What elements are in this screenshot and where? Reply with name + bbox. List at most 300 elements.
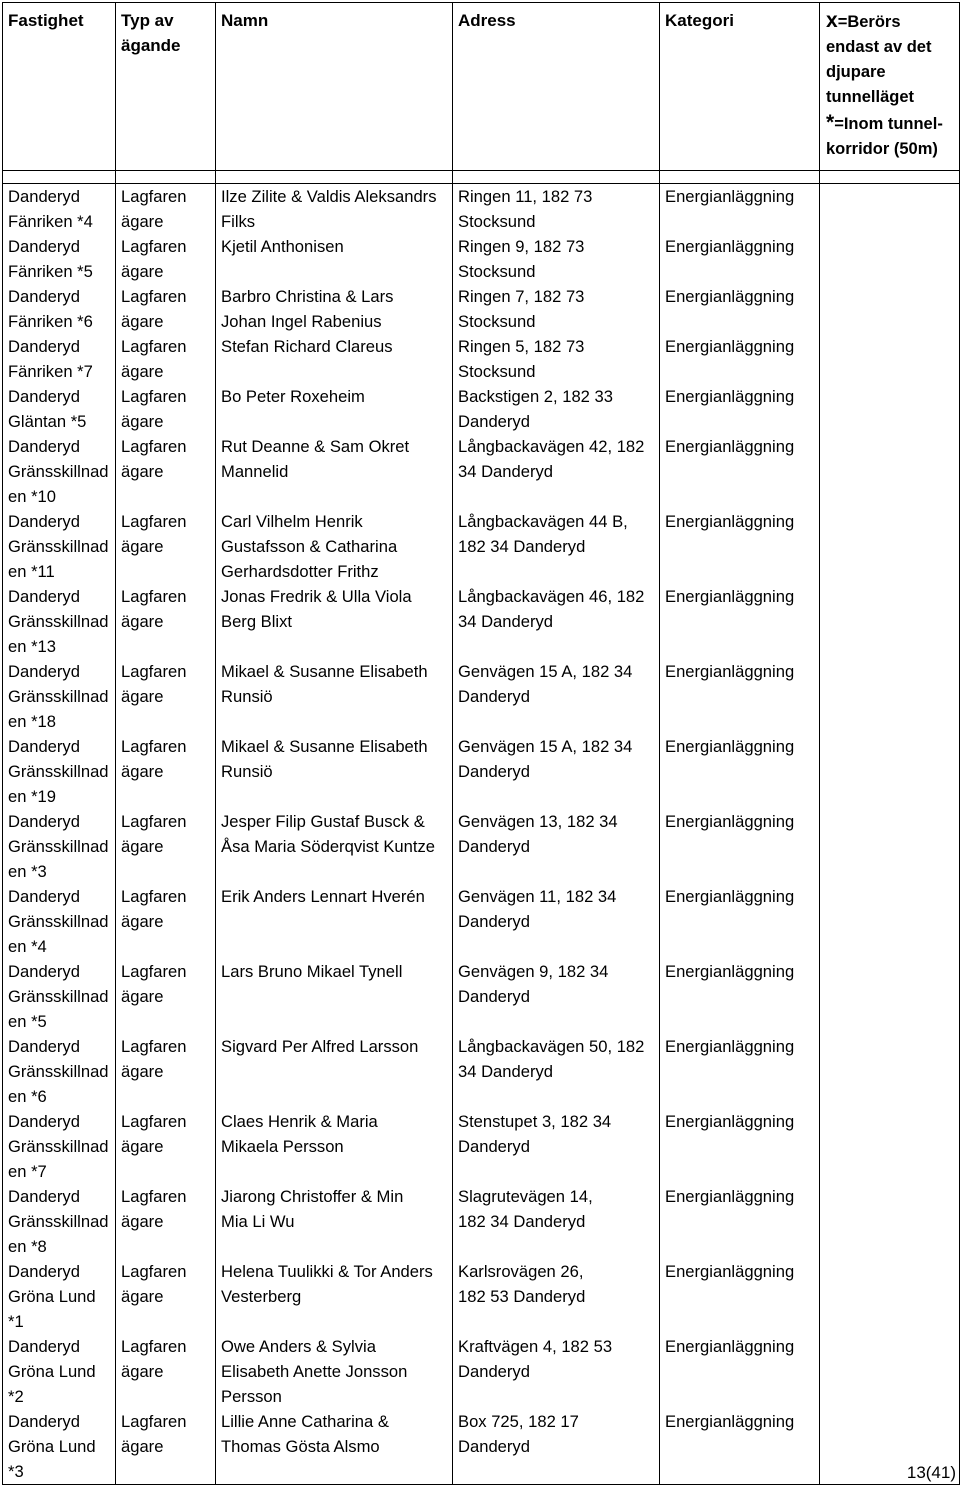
cell-typ — [116, 659, 216, 734]
cell-berors — [820, 284, 960, 334]
cell-namn-line: Lillie Anne Catharina & — [221, 1412, 389, 1431]
cell-namn — [216, 1334, 453, 1409]
cell-adress-line: 34 Danderyd — [458, 612, 554, 631]
cell-adress — [453, 334, 660, 384]
cell-typ-line: ägare — [121, 412, 164, 431]
cell-typ — [116, 1409, 216, 1485]
table-row — [3, 809, 960, 884]
cell-typ — [116, 809, 216, 884]
cell-namn-line: Vesterberg — [221, 1287, 302, 1306]
cell-berors — [820, 1259, 960, 1334]
cell-fastighet — [3, 1184, 116, 1259]
cell-namn-line: Jonas Fredrik & Ulla Viola — [221, 587, 412, 606]
cell-namn-line: Gerhardsdotter Frithz — [221, 562, 379, 581]
cell-namn-line: Gustafsson & Catharina — [221, 537, 398, 556]
cell-namn-line: Johan Ingel Rabenius — [221, 312, 382, 331]
cell-adress-line: Stocksund — [458, 212, 536, 231]
cell-adress-line: Genvägen 11, 182 34 — [458, 887, 617, 906]
cell-fastighet-line: Fänriken *6 — [8, 312, 93, 331]
cell-fastighet-line: Gränsskillnad — [8, 762, 109, 781]
cell-typ — [116, 884, 216, 959]
cell-adress-line: Backstigen 2, 182 33 — [458, 387, 613, 406]
table-row — [3, 234, 960, 284]
cell-typ — [116, 234, 216, 284]
cell-fastighet — [3, 734, 116, 809]
cell-typ-line: ägare — [121, 912, 164, 931]
cell-namn-line: Ilze Zilite & Valdis Aleksandrs — [221, 187, 437, 206]
cell-typ-line: ägare — [121, 537, 164, 556]
cell-typ-line: Lagfaren — [121, 1412, 187, 1431]
cell-namn — [216, 509, 453, 584]
table-row — [3, 584, 960, 659]
cell-namn — [216, 1184, 453, 1259]
cell-kategori: Energianläggning — [660, 284, 820, 334]
legend-line2: av det djupare — [826, 38, 932, 81]
table-row — [3, 434, 960, 509]
table-row — [3, 509, 960, 584]
cell-adress-line: Långbackavägen 46, 182 — [458, 587, 645, 606]
cell-typ-line: Lagfaren — [121, 512, 187, 531]
cell-adress-line: Kraftvägen 4, 182 53 — [458, 1337, 613, 1356]
cell-fastighet-line: Gränsskillnad — [8, 687, 109, 706]
table-row — [3, 184, 960, 235]
cell-adress-line: Långbackavägen 44 B, — [458, 512, 628, 531]
cell-fastighet-line: Gränsskillnad — [8, 1212, 109, 1231]
cell-fastighet-line: en *13 — [8, 637, 56, 656]
cell-adress-line: Danderyd — [458, 687, 530, 706]
cell-adress-line: Genvägen 9, 182 34 — [458, 962, 609, 981]
cell-typ — [116, 509, 216, 584]
header-spacer-row — [3, 171, 960, 184]
cell-namn-line: Runsiö — [221, 687, 273, 706]
cell-fastighet-line: en *18 — [8, 712, 56, 731]
table-row — [3, 1334, 960, 1409]
cell-typ-line: Lagfaren — [121, 1262, 187, 1281]
cell-typ — [116, 284, 216, 334]
cell-adress-line: Ringen 9, 182 73 — [458, 237, 585, 256]
cell-fastighet — [3, 959, 116, 1034]
cell-namn-line: Carl Vilhelm Henrik — [221, 512, 363, 531]
cell-typ-line: Lagfaren — [121, 237, 187, 256]
cell-adress-line: Stocksund — [458, 362, 536, 381]
cell-fastighet-line: Danderyd — [8, 587, 80, 606]
cell-berors — [820, 659, 960, 734]
cell-kategori: Energianläggning — [660, 734, 820, 809]
cell-fastighet-line: Danderyd — [8, 287, 80, 306]
cell-fastighet — [3, 809, 116, 884]
cell-typ — [116, 734, 216, 809]
cell-namn — [216, 1409, 453, 1485]
cell-namn-line: Thomas Gösta Alsmo — [221, 1437, 380, 1456]
cell-typ-line: Lagfaren — [121, 1112, 187, 1131]
cell-namn — [216, 584, 453, 659]
cell-namn-line: Filks — [221, 212, 256, 231]
cell-typ-line: ägare — [121, 362, 164, 381]
cell-fastighet — [3, 884, 116, 959]
cell-typ-line: ägare — [121, 212, 164, 231]
cell-fastighet-line: Danderyd — [8, 887, 80, 906]
cell-fastighet — [3, 1034, 116, 1109]
cell-adress-line: Genvägen 15 A, 182 34 — [458, 662, 633, 681]
cell-kategori: Energianläggning — [660, 509, 820, 584]
cell-kategori: Energianläggning — [660, 884, 820, 959]
cell-fastighet-line: Danderyd — [8, 812, 80, 831]
cell-namn-line: Kjetil Anthonisen — [221, 237, 344, 256]
cell-typ-line: ägare — [121, 837, 164, 856]
cell-fastighet-line: Danderyd — [8, 187, 80, 206]
cell-adress — [453, 809, 660, 884]
cell-berors — [820, 884, 960, 959]
page-number: 13(41) — [906, 1463, 956, 1482]
cell-adress-line: Danderyd — [458, 912, 530, 931]
cell-adress — [453, 584, 660, 659]
cell-namn-line: Jiarong Christoffer & Min — [221, 1187, 404, 1206]
table-row — [3, 734, 960, 809]
cell-fastighet-line: Danderyd — [8, 1262, 80, 1281]
cell-typ-line: ägare — [121, 1062, 164, 1081]
legend-line3: tunnelläget — [826, 88, 915, 106]
cell-namn — [216, 334, 453, 384]
cell-fastighet-line: *1 — [8, 1312, 24, 1331]
cell-namn-line: Bo Peter Roxeheim — [221, 387, 365, 406]
cell-fastighet-line: Gröna Lund — [8, 1362, 96, 1381]
cell-adress — [453, 884, 660, 959]
cell-typ-line: Lagfaren — [121, 387, 187, 406]
cell-adress-line: 182 34 Danderyd — [458, 1212, 586, 1231]
cell-fastighet — [3, 284, 116, 334]
cell-typ — [116, 584, 216, 659]
header-typ-line1: Typ av — [121, 11, 174, 30]
cell-fastighet-line: Gränsskillnad — [8, 462, 109, 481]
cell-namn-line: Rut Deanne & Sam Okret — [221, 437, 410, 456]
cell-kategori: Energianläggning — [660, 584, 820, 659]
property-owner-table — [2, 2, 960, 1485]
legend-star-symbol: * — [826, 111, 835, 134]
cell-adress — [453, 384, 660, 434]
cell-typ-line: ägare — [121, 987, 164, 1006]
table-row — [3, 1259, 960, 1334]
cell-fastighet — [3, 1259, 116, 1334]
cell-fastighet-line: Gläntan *5 — [8, 412, 87, 431]
table-row — [3, 1184, 960, 1259]
cell-kategori: Energianläggning — [660, 809, 820, 884]
cell-fastighet-line: Fänriken *7 — [8, 362, 93, 381]
cell-fastighet-line: en *4 — [8, 937, 47, 956]
cell-fastighet-line: en *6 — [8, 1087, 47, 1106]
cell-kategori: Energianläggning — [660, 234, 820, 284]
table-body — [3, 184, 960, 1485]
cell-typ-line: Lagfaren — [121, 1337, 187, 1356]
cell-berors — [820, 384, 960, 434]
cell-namn — [216, 809, 453, 884]
cell-namn — [216, 1109, 453, 1184]
cell-fastighet — [3, 1109, 116, 1184]
cell-namn-line: Lars Bruno Mikael Tynell — [221, 962, 403, 981]
cell-fastighet-line: *2 — [8, 1387, 24, 1406]
cell-namn-line: Elisabeth Anette Jonsson — [221, 1362, 408, 1381]
legend-x-text: =Berörs endast — [826, 13, 901, 56]
cell-namn — [216, 1259, 453, 1334]
cell-typ-line: Lagfaren — [121, 1037, 187, 1056]
cell-fastighet — [3, 584, 116, 659]
cell-fastighet — [3, 234, 116, 284]
cell-kategori: Energianläggning — [660, 184, 820, 235]
cell-namn — [216, 284, 453, 334]
cell-fastighet — [3, 1334, 116, 1409]
cell-berors — [820, 509, 960, 584]
cell-typ-line: ägare — [121, 1287, 164, 1306]
cell-typ-line: Lagfaren — [121, 662, 187, 681]
cell-typ — [116, 1034, 216, 1109]
cell-adress-line: Långbackavägen 50, 182 — [458, 1037, 645, 1056]
legend-star-text: =Inom tunnel- — [834, 115, 943, 133]
cell-namn-line: Mikael & Susanne Elisabeth — [221, 737, 428, 756]
cell-fastighet-line: Danderyd — [8, 387, 80, 406]
cell-namn-line: Barbro Christina & Lars — [221, 287, 394, 306]
cell-adress — [453, 1109, 660, 1184]
cell-typ-line: Lagfaren — [121, 187, 187, 206]
cell-fastighet-line: Danderyd — [8, 1412, 80, 1431]
cell-fastighet-line: Danderyd — [8, 737, 80, 756]
cell-berors — [820, 1034, 960, 1109]
cell-adress-line: Ringen 7, 182 73 — [458, 287, 585, 306]
table-row — [3, 384, 960, 434]
cell-berors — [820, 434, 960, 509]
header-adress: Adress — [453, 3, 660, 171]
cell-berors — [820, 959, 960, 1034]
cell-namn — [216, 659, 453, 734]
cell-namn-line: Owe Anders & Sylvia — [221, 1337, 376, 1356]
cell-namn — [216, 184, 453, 235]
cell-adress-line: Danderyd — [458, 1137, 530, 1156]
cell-adress-line: Danderyd — [458, 762, 530, 781]
cell-adress — [453, 1334, 660, 1409]
cell-namn — [216, 384, 453, 434]
cell-kategori: Energianläggning — [660, 1184, 820, 1259]
cell-adress-line: Långbackavägen 42, 182 — [458, 437, 645, 456]
cell-fastighet-line: Gränsskillnad — [8, 1137, 109, 1156]
cell-kategori: Energianläggning — [660, 1334, 820, 1409]
cell-adress — [453, 659, 660, 734]
table-row — [3, 334, 960, 384]
cell-typ-line: ägare — [121, 1362, 164, 1381]
cell-fastighet-line: en *3 — [8, 862, 47, 881]
cell-namn-line: Mia Li Wu — [221, 1212, 295, 1231]
cell-adress — [453, 434, 660, 509]
cell-berors — [820, 234, 960, 284]
cell-adress-line: 34 Danderyd — [458, 1062, 554, 1081]
cell-namn-line: Runsiö — [221, 762, 273, 781]
cell-kategori: Energianläggning — [660, 384, 820, 434]
cell-adress-line: Genvägen 15 A, 182 34 — [458, 737, 633, 756]
header-typ-av-agande — [116, 3, 216, 171]
cell-typ — [116, 1259, 216, 1334]
cell-typ-line: Lagfaren — [121, 962, 187, 981]
cell-typ-line: ägare — [121, 262, 164, 281]
cell-fastighet-line: Danderyd — [8, 962, 80, 981]
cell-fastighet-line: Fänriken *5 — [8, 262, 93, 281]
cell-adress — [453, 234, 660, 284]
cell-typ-line: ägare — [121, 1437, 164, 1456]
cell-typ-line: ägare — [121, 762, 164, 781]
cell-typ-line: ägare — [121, 687, 164, 706]
cell-namn-line: Stefan Richard Clareus — [221, 337, 393, 356]
cell-typ-line: Lagfaren — [121, 437, 187, 456]
cell-kategori: Energianläggning — [660, 659, 820, 734]
cell-fastighet-line: Danderyd — [8, 1037, 80, 1056]
header-kategori: Kategori — [660, 3, 820, 171]
header-legend-note — [820, 3, 960, 171]
cell-typ — [116, 1334, 216, 1409]
cell-fastighet-line: Gränsskillnad — [8, 1062, 109, 1081]
cell-adress-line: Box 725, 182 17 — [458, 1412, 579, 1431]
cell-adress-line: 182 53 Danderyd — [458, 1287, 586, 1306]
table-row — [3, 659, 960, 734]
table-row — [3, 884, 960, 959]
cell-fastighet-line: Danderyd — [8, 662, 80, 681]
cell-typ — [116, 434, 216, 509]
cell-typ-line: Lagfaren — [121, 887, 187, 906]
cell-fastighet-line: Danderyd — [8, 1112, 80, 1131]
cell-fastighet — [3, 434, 116, 509]
cell-fastighet — [3, 659, 116, 734]
cell-fastighet-line: Danderyd — [8, 237, 80, 256]
header-typ-line2: ägande — [121, 36, 181, 55]
cell-fastighet-line: Gränsskillnad — [8, 912, 109, 931]
cell-adress — [453, 184, 660, 235]
cell-adress — [453, 1034, 660, 1109]
cell-adress-line: Ringen 11, 182 73 — [458, 187, 593, 206]
cell-fastighet-line: Danderyd — [8, 512, 80, 531]
cell-fastighet-line: Fänriken *4 — [8, 212, 93, 231]
cell-kategori: Energianläggning — [660, 959, 820, 1034]
table-row — [3, 284, 960, 334]
cell-fastighet-line: en *19 — [8, 787, 56, 806]
cell-fastighet-line: *3 — [8, 1462, 24, 1481]
cell-adress — [453, 1259, 660, 1334]
cell-fastighet — [3, 384, 116, 434]
cell-berors — [820, 1334, 960, 1409]
cell-namn-line: Erik Anders Lennart Hverén — [221, 887, 425, 906]
cell-typ-line: ägare — [121, 312, 164, 331]
cell-namn-line: Jesper Filip Gustaf Busck & — [221, 812, 425, 831]
cell-typ — [116, 959, 216, 1034]
cell-berors — [820, 1184, 960, 1259]
cell-namn — [216, 959, 453, 1034]
cell-namn-line: Mikael & Susanne Elisabeth — [221, 662, 428, 681]
cell-namn — [216, 434, 453, 509]
cell-adress — [453, 509, 660, 584]
cell-fastighet — [3, 184, 116, 235]
cell-namn-line: Sigvard Per Alfred Larsson — [221, 1037, 419, 1056]
cell-adress-line: Stenstupet 3, 182 34 — [458, 1112, 612, 1131]
cell-fastighet-line: Gränsskillnad — [8, 837, 109, 856]
cell-fastighet-line: en *8 — [8, 1237, 47, 1256]
cell-adress-line: Ringen 5, 182 73 — [458, 337, 585, 356]
cell-typ-line: Lagfaren — [121, 287, 187, 306]
cell-fastighet — [3, 1409, 116, 1485]
cell-adress-line: Karlsrovägen 26, — [458, 1262, 584, 1281]
cell-adress — [453, 284, 660, 334]
cell-berors — [820, 809, 960, 884]
cell-typ — [116, 1184, 216, 1259]
cell-berors — [820, 334, 960, 384]
cell-typ-line: Lagfaren — [121, 337, 187, 356]
cell-typ-line: ägare — [121, 612, 164, 631]
cell-berors — [820, 1109, 960, 1184]
legend-x-symbol: x — [826, 9, 838, 32]
cell-namn-line: Claes Henrik & Maria — [221, 1112, 378, 1131]
cell-typ-line: ägare — [121, 1212, 164, 1231]
cell-adress — [453, 959, 660, 1034]
cell-adress-line: Danderyd — [458, 987, 530, 1006]
cell-fastighet-line: Danderyd — [8, 337, 80, 356]
cell-typ — [116, 184, 216, 235]
cell-fastighet-line: Danderyd — [8, 1187, 80, 1206]
cell-namn-line: Mikaela Persson — [221, 1137, 344, 1156]
cell-adress-line: Genvägen 13, 182 34 — [458, 812, 618, 831]
cell-adress-line: Slagrutevägen 14, — [458, 1187, 593, 1206]
cell-fastighet-line: en *7 — [8, 1162, 47, 1181]
cell-kategori: Energianläggning — [660, 1109, 820, 1184]
cell-fastighet — [3, 509, 116, 584]
cell-adress-line: Danderyd — [458, 412, 530, 431]
cell-berors — [820, 584, 960, 659]
cell-kategori: Energianläggning — [660, 334, 820, 384]
cell-fastighet-line: Danderyd — [8, 437, 80, 456]
cell-adress-line: Stocksund — [458, 262, 536, 281]
cell-adress-line: Danderyd — [458, 837, 530, 856]
cell-adress — [453, 1184, 660, 1259]
cell-kategori: Energianläggning — [660, 1259, 820, 1334]
cell-namn-line: Berg Blixt — [221, 612, 293, 631]
cell-fastighet-line: en *10 — [8, 487, 56, 506]
cell-namn — [216, 1034, 453, 1109]
cell-namn — [216, 734, 453, 809]
cell-fastighet-line: en *11 — [8, 562, 55, 581]
cell-fastighet — [3, 334, 116, 384]
cell-fastighet-line: en *5 — [8, 1012, 47, 1031]
cell-typ-line: Lagfaren — [121, 1187, 187, 1206]
cell-fastighet-line: Gränsskillnad — [8, 537, 109, 556]
cell-berors — [820, 734, 960, 809]
cell-typ-line: Lagfaren — [121, 587, 187, 606]
cell-adress-line: 34 Danderyd — [458, 462, 554, 481]
cell-fastighet-line: Gröna Lund — [8, 1287, 96, 1306]
cell-typ — [116, 1109, 216, 1184]
cell-typ-line: ägare — [121, 1137, 164, 1156]
cell-fastighet-line: Danderyd — [8, 1337, 80, 1356]
header-namn: Namn — [216, 3, 453, 171]
cell-adress-line: Danderyd — [458, 1437, 530, 1456]
cell-kategori: Energianläggning — [660, 434, 820, 509]
cell-fastighet-line: Gröna Lund — [8, 1437, 96, 1456]
cell-berors — [820, 184, 960, 235]
cell-adress-line: Danderyd — [458, 1362, 530, 1381]
cell-typ-line: Lagfaren — [121, 737, 187, 756]
cell-typ-line: ägare — [121, 462, 164, 481]
header-fastighet: Fastighet — [3, 3, 116, 171]
cell-adress-line: Stocksund — [458, 312, 536, 331]
cell-namn — [216, 884, 453, 959]
cell-typ-line: Lagfaren — [121, 812, 187, 831]
cell-namn — [216, 234, 453, 284]
cell-kategori: Energianläggning — [660, 1034, 820, 1109]
cell-adress — [453, 734, 660, 809]
cell-namn-line: Helena Tuulikki & Tor Anders — [221, 1262, 433, 1281]
table-row — [3, 1034, 960, 1109]
cell-typ — [116, 334, 216, 384]
